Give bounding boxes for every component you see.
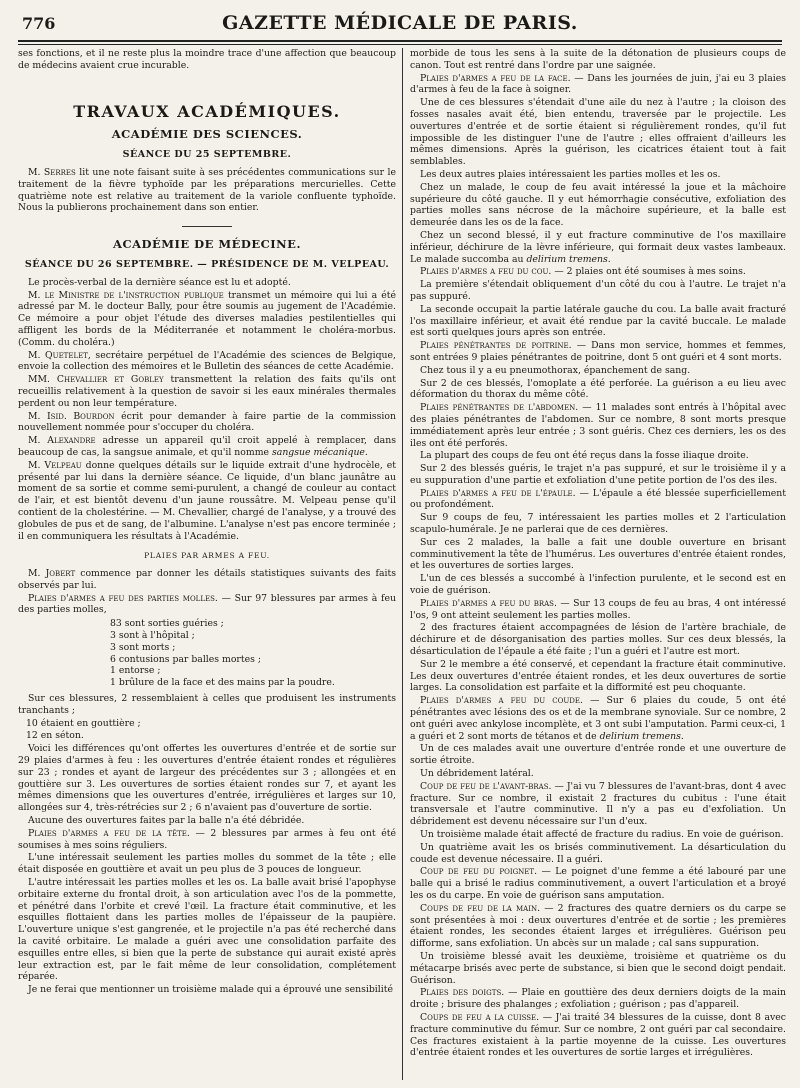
- paragraph-text: — 2 fractures des quatre derniers os du carpe se sont présentées à moi : deux ouvertures d'entrée et de sortie ; les premières étaient rondes, les secondes étaient larges et irrégulières. Guérison peu difforme, sans exfoliation. Un abcès sur un malade ; cal sans suppuration.: [410, 902, 786, 950]
- paragraph: 10 étaient en gouttière ;: [26, 717, 141, 729]
- list-item: 1 entorse ;: [110, 665, 161, 677]
- paragraph-text: transmet un mémoire qui lui a été adressé par M. le docteur Bally, pour être soumis au jugement de l'Académie. Ce mémoire a pour objet l'étude des diverses maladies pestilentielles qui affligent les bords de la Méditerranée et notamment le choléra-morbus. (Comm. du choléra.): [18, 289, 396, 348]
- plaies-heading: PLAIES PAR ARMES A FEU.: [144, 551, 270, 561]
- person-name: M. Isid. Bourdon: [28, 410, 115, 422]
- paragraph-text: — 2 blessures par armes à feu ont été soumises à mes soins réguliers.: [18, 827, 396, 851]
- paragraph: Une de ces blessures s'étendait d'une aile du nez à l'autre ; la cloison des fosses nasales avait été, bien entendu, traversée par le projectile. Les ouvertures d'entrée et de sortie étaient si régulièrement rondes, qu'il fut impossible de les distinguer l'une de l'autre ; elles offraient d'ailleurs les mêmes dimensions. Après la guérison, les cicatrices étaient tout à fait semblables.: [410, 97, 786, 168]
- paragraph: [410, 340, 786, 364]
- paragraph-text: Chez un second blessé, il y eut fracture comminutive de l'os maxillaire inférieur, déchirure de la lèvre inférieure, qui formait deux vastes lambeaux. Le malade succomba au: [410, 229, 786, 265]
- subsection-label: Plaies d'armes a feu de la face.: [420, 72, 571, 84]
- paragraph-text: — J'ai vu 7 blessures de l'avant-bras, dont 4 avec fracture. Sur ce nombre, il existait 2 fractures du cubitus : l'une était transversale et l'autre comminutive. Il n'y a pas eu d'exfoliation. Un débridement est devenu nécessaire sur l'un d'eux.: [410, 780, 786, 828]
- emphasis: delirium tremens.: [599, 730, 684, 742]
- paragraph-text: — 2 plaies ont été soumises à mes soins.: [554, 266, 746, 278]
- paragraph: Le procès-verbal de la dernière séance est lu et adopté.: [28, 276, 291, 288]
- person-name: M. Alexandre: [28, 435, 96, 447]
- paragraph: [18, 435, 396, 459]
- paragraph-text: secrétaire perpétuel de l'Académie des sciences de Belgique, envoie la collection des mémoires et le Bulletin des séances de cette Académie.: [18, 349, 396, 373]
- paragraph: [18, 374, 396, 409]
- paragraph-text: — Le poignet d'une femme a été labouré par une balle qui a brisé le radius comminutivement, a ouvert l'articulation et a broyé les os du carpe. En voie de guérison sans amputation.: [410, 866, 786, 901]
- page-number: 776: [22, 14, 56, 33]
- paragraph-text: — Plaie en gouttière des deux derniers doigts de la main droite ; brisure des phalanges ; exfoliation ; guérison ; pas d'appareil.: [410, 987, 786, 1011]
- paragraph: [18, 568, 396, 592]
- subsection-label: Plaies d'armes a feu de l'épaule.: [420, 487, 576, 499]
- paragraph-text: lit une note faisant suite à ses précédentes communications sur le traitement de la fièvre typhoïde par les préparations mercurielles. Cette quatrième note est relative au traitement de la variole confluente typhoïde. Nous la publierons prochainement dans son entier.: [18, 166, 396, 214]
- paragraph: Sur 2 des blessés guéris, le trajet n'a pas suppuré, et sur le troisième il y a eu suppuration d'une partie et exfoliation d'une petite portion de l'os des iles.: [410, 463, 786, 486]
- paragraph: Aucune des ouvertures faites par la balle n'a été débridée.: [28, 815, 305, 827]
- paragraph-text: — Sur 97 blessures par armes à feu des parties molles,: [18, 592, 396, 616]
- paragraph-text: — Dans les journées de juin, j'ai eu 3 plaies d'armes à feu de la face à soigner.: [410, 72, 786, 96]
- paragraph: Chez tous il y a eu pneumothorax, épanchement de sang.: [420, 364, 691, 376]
- subsection-label: Plaies pénétrantes de l'abdomen.: [420, 402, 579, 414]
- person-name: M. Serres: [28, 166, 76, 178]
- paragraph: [410, 866, 786, 901]
- paragraph: Sur ces blessures, 2 ressemblaient à celles que produisent les instruments tranchants ;: [18, 693, 396, 716]
- statistics-list: [18, 618, 396, 689]
- paragraph: [410, 781, 786, 828]
- sciences-seance-heading: SÉANCE DU 25 SEPTEMBRE.: [122, 149, 292, 161]
- paragraph: 2 des fractures étaient accompagnées de lésion de l'artère brachiale, de déchirure et de désorganisation des parties molles. Sur ces deux blessés, la désarticulation de l'épaule a été faite ; l'un a guéri et l'autre est mort.: [410, 622, 786, 658]
- paragraph-text: commence par donner les détails statistiques suivants des faits observés par lui.: [18, 568, 396, 591]
- header-rule: [18, 40, 782, 42]
- paragraph: Sur 9 coups de feu, 7 intéressaient les parties molles et 2 l'articulation scapulo-humérale. Je ne parlerai que de ces dernières.: [410, 512, 786, 536]
- paragraph: Un quatrième avait les os brisés comminutivement. La désarticulation du coude est devenue nécessaire. Il a guéri.: [410, 841, 786, 865]
- paragraph: L'un de ces blessés a succombé à l'infection purulente, et le second est en voie de guérison.: [410, 573, 786, 597]
- right-column: [410, 48, 786, 1082]
- page-header: [18, 6, 782, 38]
- subsection-label: Plaies pénétrantes de poitrine.: [420, 340, 572, 352]
- person-name: M. le Ministre de l'instruction publique: [28, 289, 224, 301]
- paragraph-text: — Sur 13 coups de feu au bras, 4 ont intéressé l'os, 9 ont atteint seulement les parties molles.: [410, 597, 786, 621]
- list-item: 83 sont sorties guéries ;: [110, 618, 224, 630]
- paragraph-text: — J'ai traité 34 blessures de la cuisse, dont 8 avec fracture comminutive du fémur. Sur ce nombre, 2 ont guéri par cal secondaire. Ces fractures existaient à la partie moyenne de la cuisse. Les ouvertures d'entrée étaient rondes et les ouvertures de sortie larges et irrégulières.: [410, 1011, 786, 1059]
- list-item: 3 sont à l'hôpital ;: [110, 630, 195, 642]
- academy-medecine-title: ACADÉMIE DE MÉDECINE.: [113, 237, 301, 252]
- paragraph-text: — Dans mon service, hommes et femmes, sont entrées 9 plaies pénétrantes de poitrine, dont 5 ont guéri et 4 sont morts.: [410, 340, 786, 363]
- paragraph: Voici les différences qu'ont offertes les ouvertures d'entrée et de sortie sur 29 plaies d'armes à feu : les ouvertures d'entrée étaient rondes et régulières sur 23 ; rondes et ayant de largeur des précédentes sur 3 ; allongées et en gouttière sur 3. Les ouvertures de sorties étaient rondes sur 7, et ayant les mêmes dimensions que les ouvertures d'entrée, irrégulières et larges sur 10, allongées sur 4, très-rétrécies sur 2 ; 6 n'avaient pas d'ouverture de sortie.: [18, 743, 396, 814]
- list-item: 6 contusions par balles mortes ;: [110, 653, 261, 665]
- running-title: GAZETTE MÉDICALE DE PARIS.: [222, 12, 578, 34]
- paragraph: morbide de tous les sens à la suite de la détonation de plusieurs coups de canon. Tout est rentré dans l'ordre par une saignée.: [410, 48, 786, 71]
- paragraph: Un troisième blessé avait les deuxième, troisième et quatrième os du métacarpe brisés avec perte de substance, si bien que le second doigt pendait. Guérison.: [410, 950, 786, 986]
- paragraph: Chez un malade, le coup de feu avait intéressé la joue et la mâchoire supérieure du côté gauche. Il y eut hémorrhagie consécutive, exfoliation des parties molles sans nécrose de la mâchoire supérieure, et la balle est demeurée dans les os de la face.: [410, 181, 786, 229]
- subsection-label: Plaies d'armes a feu de la tête.: [28, 827, 190, 839]
- paragraph: Les deux autres plaies intéressaient les parties molles et les os.: [420, 168, 721, 180]
- paragraph: [410, 266, 786, 278]
- paragraph: Je ne ferai que mentionner un troisième malade qui a éprouvé une sensibilité: [28, 984, 393, 996]
- subsection-label: Coups de feu a la cuisse.: [420, 1011, 540, 1023]
- paragraph-text: — Sur 6 plaies du coude, 5 ont été pénétrantes avec lésions des os et de la membrane synoviale. Sur ce nombre, 2 ont guéri avec ankylose incomplète, et 3 ont subi l'amputation. Parmi ceux-ci, 1 a guéri et 2 sont morts de tétanos et de: [410, 695, 786, 742]
- section-title: TRAVAUX ACADÉMIQUES.: [73, 101, 341, 121]
- paragraph: 12 en séton.: [26, 730, 84, 742]
- person-name: M. Velpeau: [28, 459, 82, 471]
- paragraph: [410, 73, 786, 97]
- paragraph: L'autre intéressait les parties molles et les os. La balle avait brisé l'apophyse orbitaire externe du frontal droit, à son articulation avec l'os de la pommette, et pénétré dans l'orbite et crevé l'œil. La fracture était comminutive, et les esquilles flottaient dans les parties molles de l'épaisseur de la paupière. L'ouverture unique s'est gangrenée, et le projectile n'a pas été recherché dans la cavité orbitaire. Le malade a guéri avec une consolidation parfaite des esquilles entre elles, si bien que la perte de substance qui aurait existé après leur extraction est, par le fait même de leur consolidation, complétement réparée.: [18, 877, 396, 983]
- paragraph: [18, 167, 396, 214]
- person-name: M. Jobert: [28, 568, 76, 580]
- subsection-label: Plaies d'armes a feu du cou.: [420, 266, 552, 278]
- subsection-label: Coup de feu du poignet.: [420, 866, 538, 878]
- subsection-label: Plaies d'armes a feu du bras.: [420, 597, 557, 609]
- list-item: 1 brûlure de la face et des mains par la poudre.: [110, 677, 335, 689]
- person-name: M. Quetelet,: [28, 349, 91, 361]
- separator: [182, 226, 232, 227]
- emphasis: sangsue mécanique.: [272, 446, 368, 458]
- paragraph: [18, 411, 396, 435]
- person-name: MM. Chevallier et Gobley: [28, 374, 164, 386]
- subsection-label: Plaies d'armes a feu des parties molles.: [28, 592, 218, 604]
- paragraph: La première s'étendait obliquement d'un côté du cou à l'autre. Le trajet n'a pas suppuré.: [410, 279, 786, 302]
- paragraph: [410, 987, 786, 1011]
- paragraph: [410, 230, 786, 265]
- subsection-label: Plaies des doigts.: [420, 987, 505, 999]
- paragraph: [410, 695, 786, 742]
- paragraph: L'une intéressait seulement les parties molles du sommet de la tête ; elle était disposée en gouttière et avait un peu plus de 3 pouces de longueur.: [18, 852, 396, 876]
- paragraph: La seconde occupait la partie latérale gauche du cou. La balle avait fracturé l'os maxillaire inférieur, et avait été rendue par la cavité buccale. Le malade est sorti quelques jours après son entrée.: [410, 303, 786, 339]
- paragraph: Sur 2 de ces blessés, l'omoplate a été perforée. La guérison a eu lieu avec déformation du thorax du même côté.: [410, 377, 786, 401]
- paragraph: [410, 903, 786, 950]
- paragraph-text: — 11 malades sont entrés à l'hôpital avec des plaies pénétrantes de l'abdomen. Sur ce nombre, 8 sont morts presque immédiatement après leur entrée ; 3 sont guéris. Chez ces derniers, les os des iles ont été perforés.: [410, 402, 786, 449]
- paragraph: Un troisième malade était affecté de fracture du radius. En voie de guérison.: [420, 829, 784, 840]
- paragraph-text: adresse un appareil qu'il croit appelé à remplacer, dans beaucoup de cas, la sangsue animale, et qu'il nomme: [18, 435, 396, 458]
- subsection-label: Coups de feu de la main.: [420, 902, 541, 914]
- paragraph-text: donne quelques détails sur le liquide extrait d'une hydrocèle, et présenté par lui dans la dernière séance. Ce liquide, d'un blanc jaunâtre au moment de sa sortie et comme semi-purulent, a changé de couleur au contact de l'air, et est bientôt devenu d'un jaune roussâtre. M. Velpeau pense qu'il contient de la cholestérine. — M. Chevallier, chargé de l'analyse, y a trouvé des globules de pus et de sang, de l'albumine. L'analyse n'est pas encore terminée ; il en communiquera les résultats à l'Académie.: [18, 459, 396, 542]
- paragraph: [18, 593, 396, 617]
- paragraph: Un de ces malades avait une ouverture d'entrée ronde et une ouverture de sortie étroite.: [410, 743, 786, 767]
- header-rule-thin: [18, 44, 782, 45]
- column-divider: [402, 48, 403, 1080]
- subsection-label: Coup de feu de l'avant-bras.: [420, 780, 552, 792]
- intro-paragraph: ses fonctions, et il ne reste plus la moindre trace d'une affection que beaucoup de médecins avaient crue incurable.: [18, 48, 396, 71]
- list-item: 3 sont morts ;: [110, 641, 176, 653]
- paragraph: [410, 598, 786, 622]
- subsection-label: Plaies d'armes a feu du coude.: [420, 695, 583, 707]
- academy-sciences-title: ACADÉMIE DES SCIENCES.: [111, 127, 303, 142]
- paragraph-text: transmettent la relation des faits qu'ils ont recueillis relativement à la question de savoir si les eaux minérales thermales perdent ou non leur température.: [18, 374, 396, 409]
- medecine-seance-heading: SÉANCE DU 26 SEPTEMBRE. — PRÉSIDENCE DE M. VELPEAU.: [24, 258, 390, 270]
- paragraph: [18, 828, 396, 852]
- paragraph: [18, 460, 396, 543]
- paragraph: Sur ces 2 malades, la balle a fait une double ouverture en brisant comminutivement la tête de l'humérus. Les ouvertures d'entrée étaient rondes, et les ouvertures de sorties larges.: [410, 536, 786, 572]
- left-column: [18, 48, 396, 1082]
- paragraph: Sur 2 le membre a été conservé, et cependant la fracture était comminutive. Les deux ouvertures d'entrée étaient rondes, et les deux ouvertures de sortie larges. La consolidation est parfaite et la difformité est peu choquante.: [410, 658, 786, 694]
- paragraph: La plupart des coups de feu ont été reçus dans la fosse iliaque droite.: [420, 450, 749, 462]
- emphasis: delirium tremens.: [526, 253, 611, 265]
- paragraph: [18, 350, 396, 374]
- paragraph-text: — L'épaule a été blessée superficiellement ou profondément.: [410, 487, 786, 511]
- paragraph-text: écrit pour demander à faire partie de la commission nouvellement nommée pour s'occuper du choléra.: [18, 410, 396, 434]
- paragraph: Un débridement latéral.: [420, 768, 534, 780]
- paragraph: [410, 488, 786, 512]
- paragraph: [410, 1012, 786, 1059]
- paragraph: [18, 290, 396, 349]
- paragraph: [410, 402, 786, 449]
